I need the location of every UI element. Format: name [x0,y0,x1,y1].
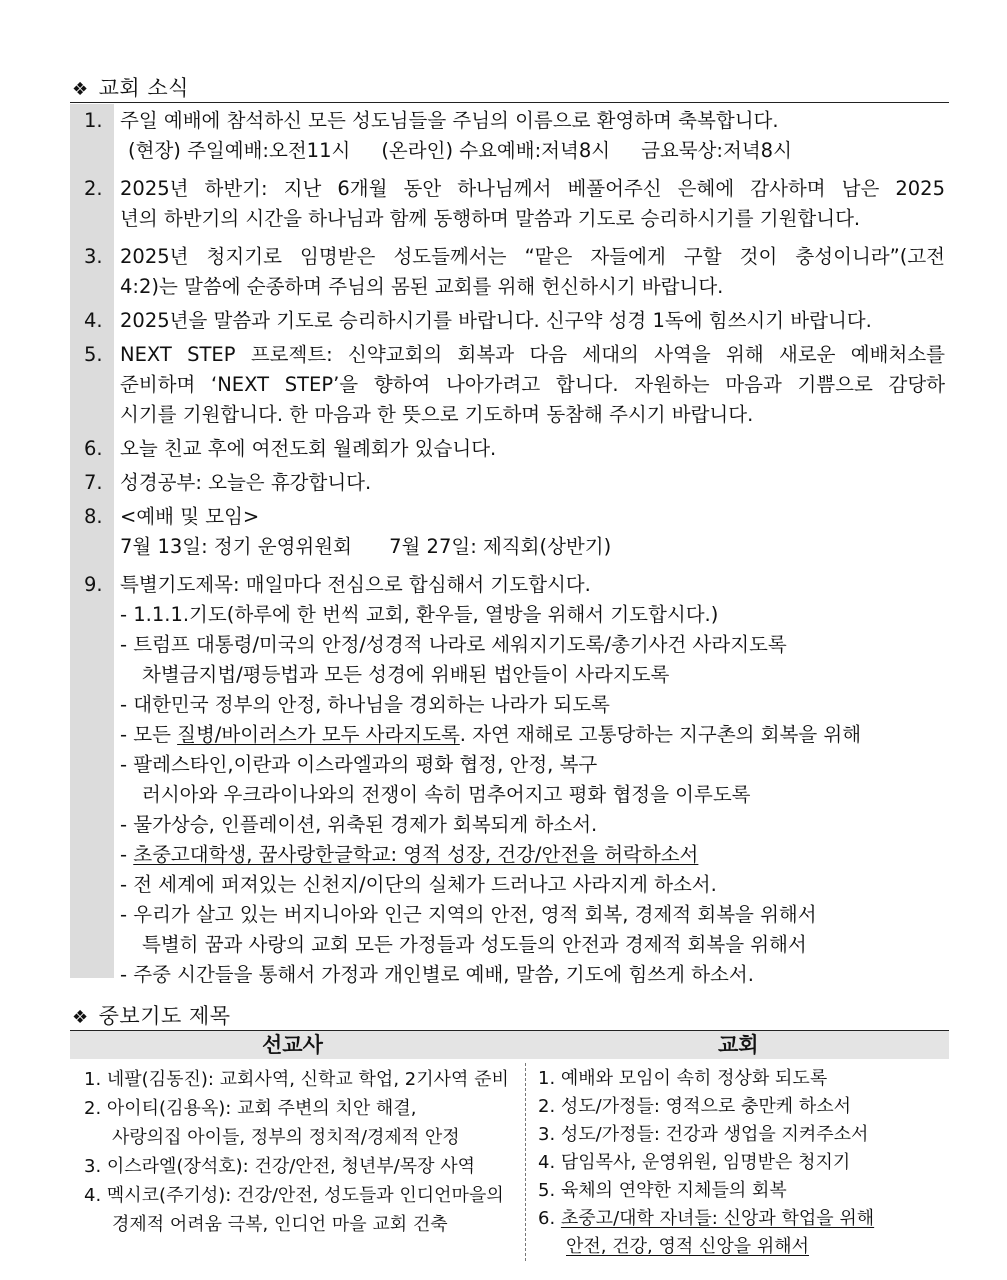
church-line: 5. 육체의 연약한 지체들의 회복 [538,1180,787,1201]
church-line: 4. 담임목사, 운영위원, 임명받은 청지기 [538,1152,851,1173]
bullet-pre: - [120,843,134,866]
news-item-5 [70,340,949,430]
item-line: 성경공부: 오늘은 휴강합니다. [120,471,372,494]
prayer-columns-header [70,1031,949,1059]
prayer-topics-title: 특별기도제목: 매일마다 전심으로 합심해서 기도합시다. [120,573,591,596]
news-heading-rule [70,102,949,103]
item-line: 7월 13일: 정기 운영위원회 7월 27일: 제직회(상반기) [120,535,612,558]
item-number: 5. [84,343,103,366]
missionary-line: 경제적 어려움 극복, 인디언 마을 교회 건축 [112,1214,448,1235]
prayer-heading-text: 중보기도 제목 [98,1004,231,1028]
news-item-3 [70,242,949,302]
diamond-bullet-icon: ❖ [72,1007,89,1028]
church-line [538,1233,874,1261]
item-number: 3. [84,245,103,268]
church-line [538,1205,874,1233]
prayer-bullet: - 1.1.1.기도(하루에 한 번씩 교회, 환우들, 열방을 위해서 기도합시다.) [120,603,719,626]
missionary-line: 2. 아이티(김용옥): 교회 주변의 치안 해결, [84,1098,417,1119]
news-item-6 [70,434,949,464]
missionary-column-title: 선교사 [262,1033,323,1057]
church-line: 3. 성도/가정들: 건강과 생업을 지켜주소서 [538,1124,869,1145]
church-line: 2. 성도/가정들: 영적으로 충만케 하소서 [538,1096,852,1117]
line-underlined: 초중고/대학 자녀들: 신앙과 학업을 위해 [560,1208,875,1229]
prayer-bullet [120,840,945,870]
missionary-prayer-list [84,1065,509,1239]
item-line: 준비하며 ‘NEXT STEP’을 향하여 나아가려고 합니다. 자원하는 마음과 기쁨으로 감당하 [120,373,945,396]
item-number: 8. [84,505,103,528]
line-underlined: 안전, 건강, 영적 신앙을 위해서 [566,1236,809,1257]
diamond-bullet-icon: ❖ [72,79,89,100]
news-item-9 [70,570,949,990]
item-line: 4:2)는 말씀에 순종하며 주님의 몸된 교회를 위해 헌신하시기 바랍니다. [120,275,724,298]
prayer-bullet-cont: 러시아와 우크라이나와의 전쟁이 속히 멈추어지고 평화 협정을 이루도록 [142,783,751,806]
item-line: (현장) 주일예배:오전11시 (온라인) 수요예배:저녁8시 금요묵상:저녁8시 [128,139,792,162]
item-line: 년의 하반기의 시간을 하나님과 함께 동행하며 말씀과 기도로 승리하시기를 기원합니다. [120,207,861,230]
prayer-bullet-cont: 특별히 꿈과 사랑의 교회 모든 가정들과 성도들의 안전과 경제적 회복을 위해서 [142,933,807,956]
missionary-line: 4. 멕시코(주기성): 건강/안전, 성도들과 인디언마을의 [84,1185,504,1206]
item-line: 시기를 기원합니다. 한 마음과 한 뜻으로 기도하며 동참해 주시기 바랍니다. [120,403,754,426]
news-item-1 [70,106,949,166]
prayer-bullet-cont: 차별금지법/평등법과 모든 성경에 위배된 법안들이 사라지도록 [142,663,670,686]
bullet-underlined: 초중고대학생, 꿈사랑한글학교: 영적 성장, 건강/안전을 허락하소서 [133,843,699,866]
news-heading-text: 교회 소식 [98,76,189,100]
missionary-line: 사랑의집 아이들, 정부의 정치적/경제적 안정 [112,1127,460,1148]
prayer-bullet [120,720,945,750]
church-column-title: 교회 [718,1033,759,1057]
item-line: 2025년을 말씀과 기도로 승리하시기를 바랍니다. 신구약 성경 1독에 힘쓰시기 바랍니다. [120,309,872,332]
prayer-bullet: - 전 세계에 퍼져있는 신천지/이단의 실체가 드러나고 사라지게 하소서. [120,873,717,896]
news-item-8 [70,502,949,562]
missionary-line: 1. 네팔(김동진): 교회사역, 신학교 학업, 2기사역 준비 [84,1069,509,1090]
news-list [70,104,949,990]
news-item-2 [70,174,949,234]
item-line: <예배 및 모임> [120,505,260,528]
item-line: 오늘 친교 후에 여전도회 월례회가 있습니다. [120,437,497,460]
prayer-bullet: - 트럼프 대통령/미국의 안정/성경적 나라로 세워지기도록/총기사건 사라지도록 [120,633,787,656]
news-item-4 [70,306,949,336]
item-line: 주일 예배에 참석하신 모든 성도님들을 주님의 이름으로 환영하며 축복합니다. [120,109,779,132]
item-line: 2025년 청지기로 임명받은 성도들께서는 “맡은 자들에게 구할 것이 충성이니라”(고전 [120,245,945,268]
item-number: 9. [84,573,103,596]
item-number: 4. [84,309,103,332]
item-number: 7. [84,471,103,494]
prayer-bullet: - 대한민국 정부의 안정, 하나님을 경외하는 나라가 되도록 [120,693,610,716]
item-number: 1. [84,109,103,132]
news-item-7 [70,468,949,498]
bullet-underlined: 질병/바이러스가 모두 사라지도록 [177,723,460,746]
missionary-line: 3. 이스라엘(장석호): 건강/안전, 청년부/목장 사역 [84,1156,476,1177]
item-line: NEXT STEP 프로젝트: 신약교회의 회복과 다음 세대의 사역을 위해 새로운 예배처소를 [120,343,945,366]
bullet-post: . 자연 재해로 고통당하는 지구촌의 회복을 위해 [459,723,862,746]
item-number: 6. [84,437,103,460]
item-line: 2025년 하반기: 지난 6개월 동안 하나님께서 베풀어주신 은혜에 감사하며 남은 2025 [120,177,945,200]
line-pre: 6. [538,1208,561,1229]
prayer-bullet: - 우리가 살고 있는 버지니아와 인근 지역의 안전, 영적 회복, 경제적 회복을 위해서 [120,903,817,926]
column-divider [525,1063,526,1261]
church-prayer-list [538,1065,874,1261]
news-heading [72,74,189,104]
item-number: 2. [84,177,103,200]
church-line: 1. 예배와 모임이 속히 정상화 되도록 [538,1068,828,1089]
prayer-bullet: - 주중 시간들을 통해서 가정과 개인별로 예배, 말씀, 기도에 힘쓰게 하소서. [120,963,754,986]
prayer-bullet: - 팔레스타인,이란과 이스라엘과의 평화 협정, 안정, 복구 [120,753,598,776]
prayer-heading [72,1002,231,1032]
prayer-bullet: - 물가상승, 인플레이션, 위축된 경제가 회복되게 하소서. [120,813,598,836]
bullet-pre: - 모든 [120,723,178,746]
